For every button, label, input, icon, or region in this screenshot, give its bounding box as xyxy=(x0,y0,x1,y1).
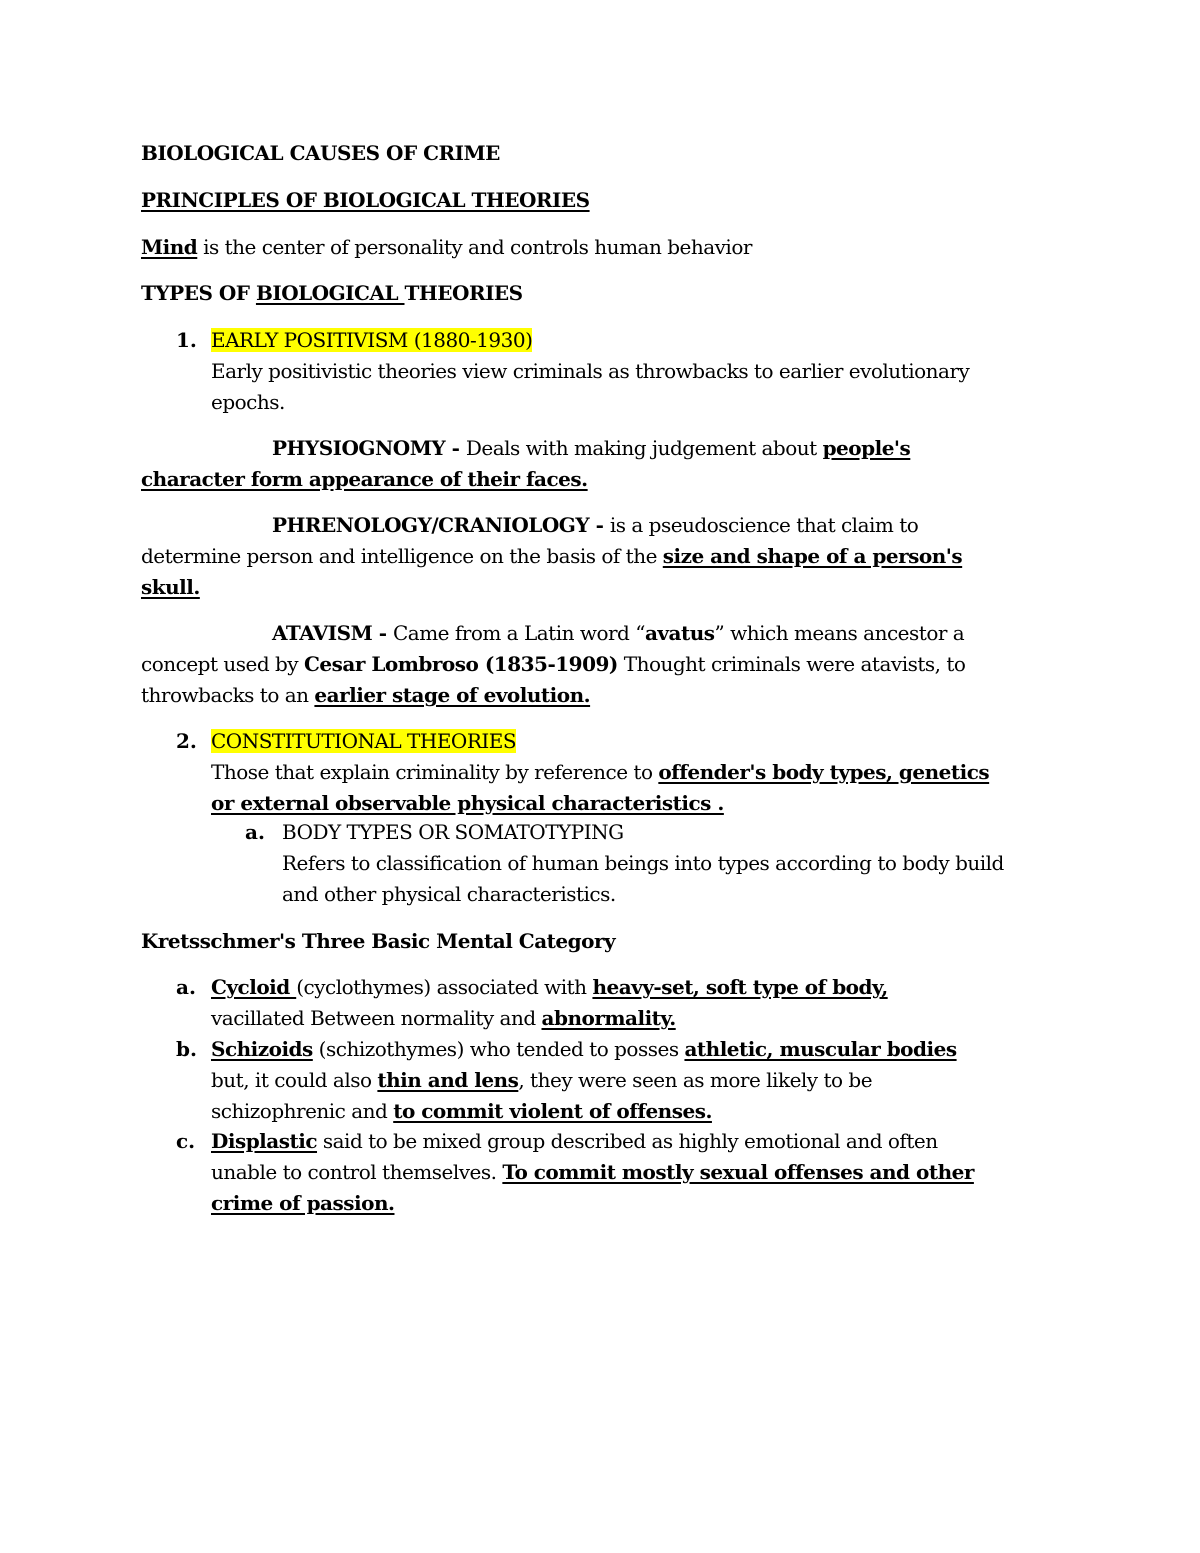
atavism-line1 xyxy=(272,618,964,649)
item2-line1 xyxy=(211,757,989,788)
atavism-l2-a: concept used by xyxy=(141,652,304,676)
atavism-text-b: ” which means ancestor a xyxy=(714,621,965,645)
physiognomy-term: PHYSIOGNOMY - xyxy=(272,436,466,460)
item2-l1-text: Those that explain criminality by reference to xyxy=(211,760,659,784)
mind-line xyxy=(141,232,752,263)
item2-l1-emph: offender's body types, genetics xyxy=(658,760,990,784)
category-c-line2 xyxy=(211,1157,974,1188)
category-letter-b: b. xyxy=(176,1037,197,1061)
cycloid-text: (cyclothymes) associated with xyxy=(296,975,593,999)
cycloid-term: Cycloid xyxy=(211,975,297,999)
types-heading xyxy=(141,278,523,309)
atavism-l2-b: Thought criminals were atavists, to xyxy=(617,652,966,676)
category-a-line1 xyxy=(211,972,888,1003)
schizoids-l2-b: , they were seen as more likely to be xyxy=(518,1068,873,1092)
phrenology-emph2: size and shape of a person's xyxy=(662,544,963,568)
item2-line2: or external observable physical characteristics . xyxy=(211,791,724,815)
item2-heading: CONSTITUTIONAL THEORIES xyxy=(211,729,517,753)
schizoids-l2-a: but, it could also xyxy=(211,1068,378,1092)
document-title: BIOLOGICAL CAUSES OF CRIME xyxy=(141,141,500,165)
sublist-letter-a: a. xyxy=(245,820,265,844)
atavism-name: Cesar Lombroso (1835-1909) xyxy=(303,652,618,676)
schizoids-emph: athletic, muscular bodies xyxy=(684,1037,957,1061)
kretschmer-heading: Kretsschmer's Three Basic Mental Category xyxy=(141,929,616,953)
atavism-l3-emph: earlier stage of evolution. xyxy=(314,683,591,707)
atavism-term: ATAVISM - xyxy=(272,621,393,645)
displastic-l2-a: unable to control themselves. xyxy=(211,1160,503,1184)
mind-text: is the center of personality and controls human behavior xyxy=(197,235,752,259)
types-heading-underlined: BIOLOGICAL xyxy=(255,281,405,305)
sub-a-line2: and other physical characteristics. xyxy=(282,882,616,906)
physiognomy-line2: character form appearance of their faces. xyxy=(141,467,588,491)
category-letter-a: a. xyxy=(176,975,196,999)
atavism-text-a: Came from a Latin word “ xyxy=(392,621,645,645)
category-b-line1 xyxy=(211,1034,957,1065)
category-c-line3: crime of passion. xyxy=(211,1191,395,1215)
physiognomy-text: Deals with making judgement about xyxy=(465,436,823,460)
physiognomy-emph1: people's xyxy=(822,436,911,460)
schizoids-l3-emph: to commit violent of offenses. xyxy=(393,1099,712,1123)
types-heading-post: THEORIES xyxy=(404,281,523,305)
displastic-term: Displastic xyxy=(211,1129,318,1153)
item1-heading: EARLY POSITIVISM (1880-1930) xyxy=(211,328,533,352)
phrenology-text2: determine person and intelligence on the basis of the xyxy=(141,544,663,568)
schizoids-text: (schizothymes) who tended to posses xyxy=(312,1037,685,1061)
category-letter-c: c. xyxy=(176,1129,196,1153)
cycloid-text2: vacillated Between normality and xyxy=(211,1006,542,1030)
displastic-text: said to be mixed group described as highly emotional and often xyxy=(317,1129,938,1153)
phrenology-line2 xyxy=(141,541,962,572)
phrenology-term: PHRENOLOGY/CRANIOLOGY - xyxy=(272,513,610,537)
sub-a-line1: Refers to classification of human beings into types according to body build xyxy=(282,851,1004,875)
list-number-2: 2. xyxy=(176,729,197,753)
category-b-line3 xyxy=(211,1096,712,1127)
list-number-1: 1. xyxy=(176,328,197,352)
category-a-line2 xyxy=(211,1003,676,1034)
atavism-line2 xyxy=(141,649,965,680)
phrenology-line3: skull. xyxy=(141,575,200,599)
types-heading-pre: TYPES OF xyxy=(141,281,256,305)
physiognomy-line1 xyxy=(272,433,910,464)
category-b-line2 xyxy=(211,1065,872,1096)
atavism-line3 xyxy=(141,680,590,711)
displastic-l2-emph: To commit mostly sexual offenses and other xyxy=(502,1160,974,1184)
mind-term: Mind xyxy=(141,235,198,259)
schizoids-term: Schizoids xyxy=(211,1037,313,1061)
cycloid-emph2: abnormality. xyxy=(541,1006,676,1030)
principles-heading: PRINCIPLES OF BIOLOGICAL THEORIES xyxy=(141,188,590,212)
cycloid-emph: heavy-set, soft type of body, xyxy=(592,975,888,999)
phrenology-line1 xyxy=(272,510,918,541)
item1-heading-line xyxy=(211,325,532,356)
atavism-word: avatus xyxy=(644,621,715,645)
atavism-l3-a: throwbacks to an xyxy=(141,683,315,707)
schizoids-l2-emph: thin and lens xyxy=(377,1068,519,1092)
item1-desc-line2: epochs. xyxy=(211,390,285,414)
item2-heading-line xyxy=(211,726,516,757)
sub-a-heading: BODY TYPES OR SOMATOTYPING xyxy=(282,820,624,844)
item1-desc-line1: Early positivistic theories view criminals as throwbacks to earlier evolutionary xyxy=(211,359,970,383)
category-c-line1 xyxy=(211,1126,938,1157)
phrenology-text1: is a pseudoscience that claim to xyxy=(609,513,919,537)
schizoids-l3-a: schizophrenic and xyxy=(211,1099,394,1123)
